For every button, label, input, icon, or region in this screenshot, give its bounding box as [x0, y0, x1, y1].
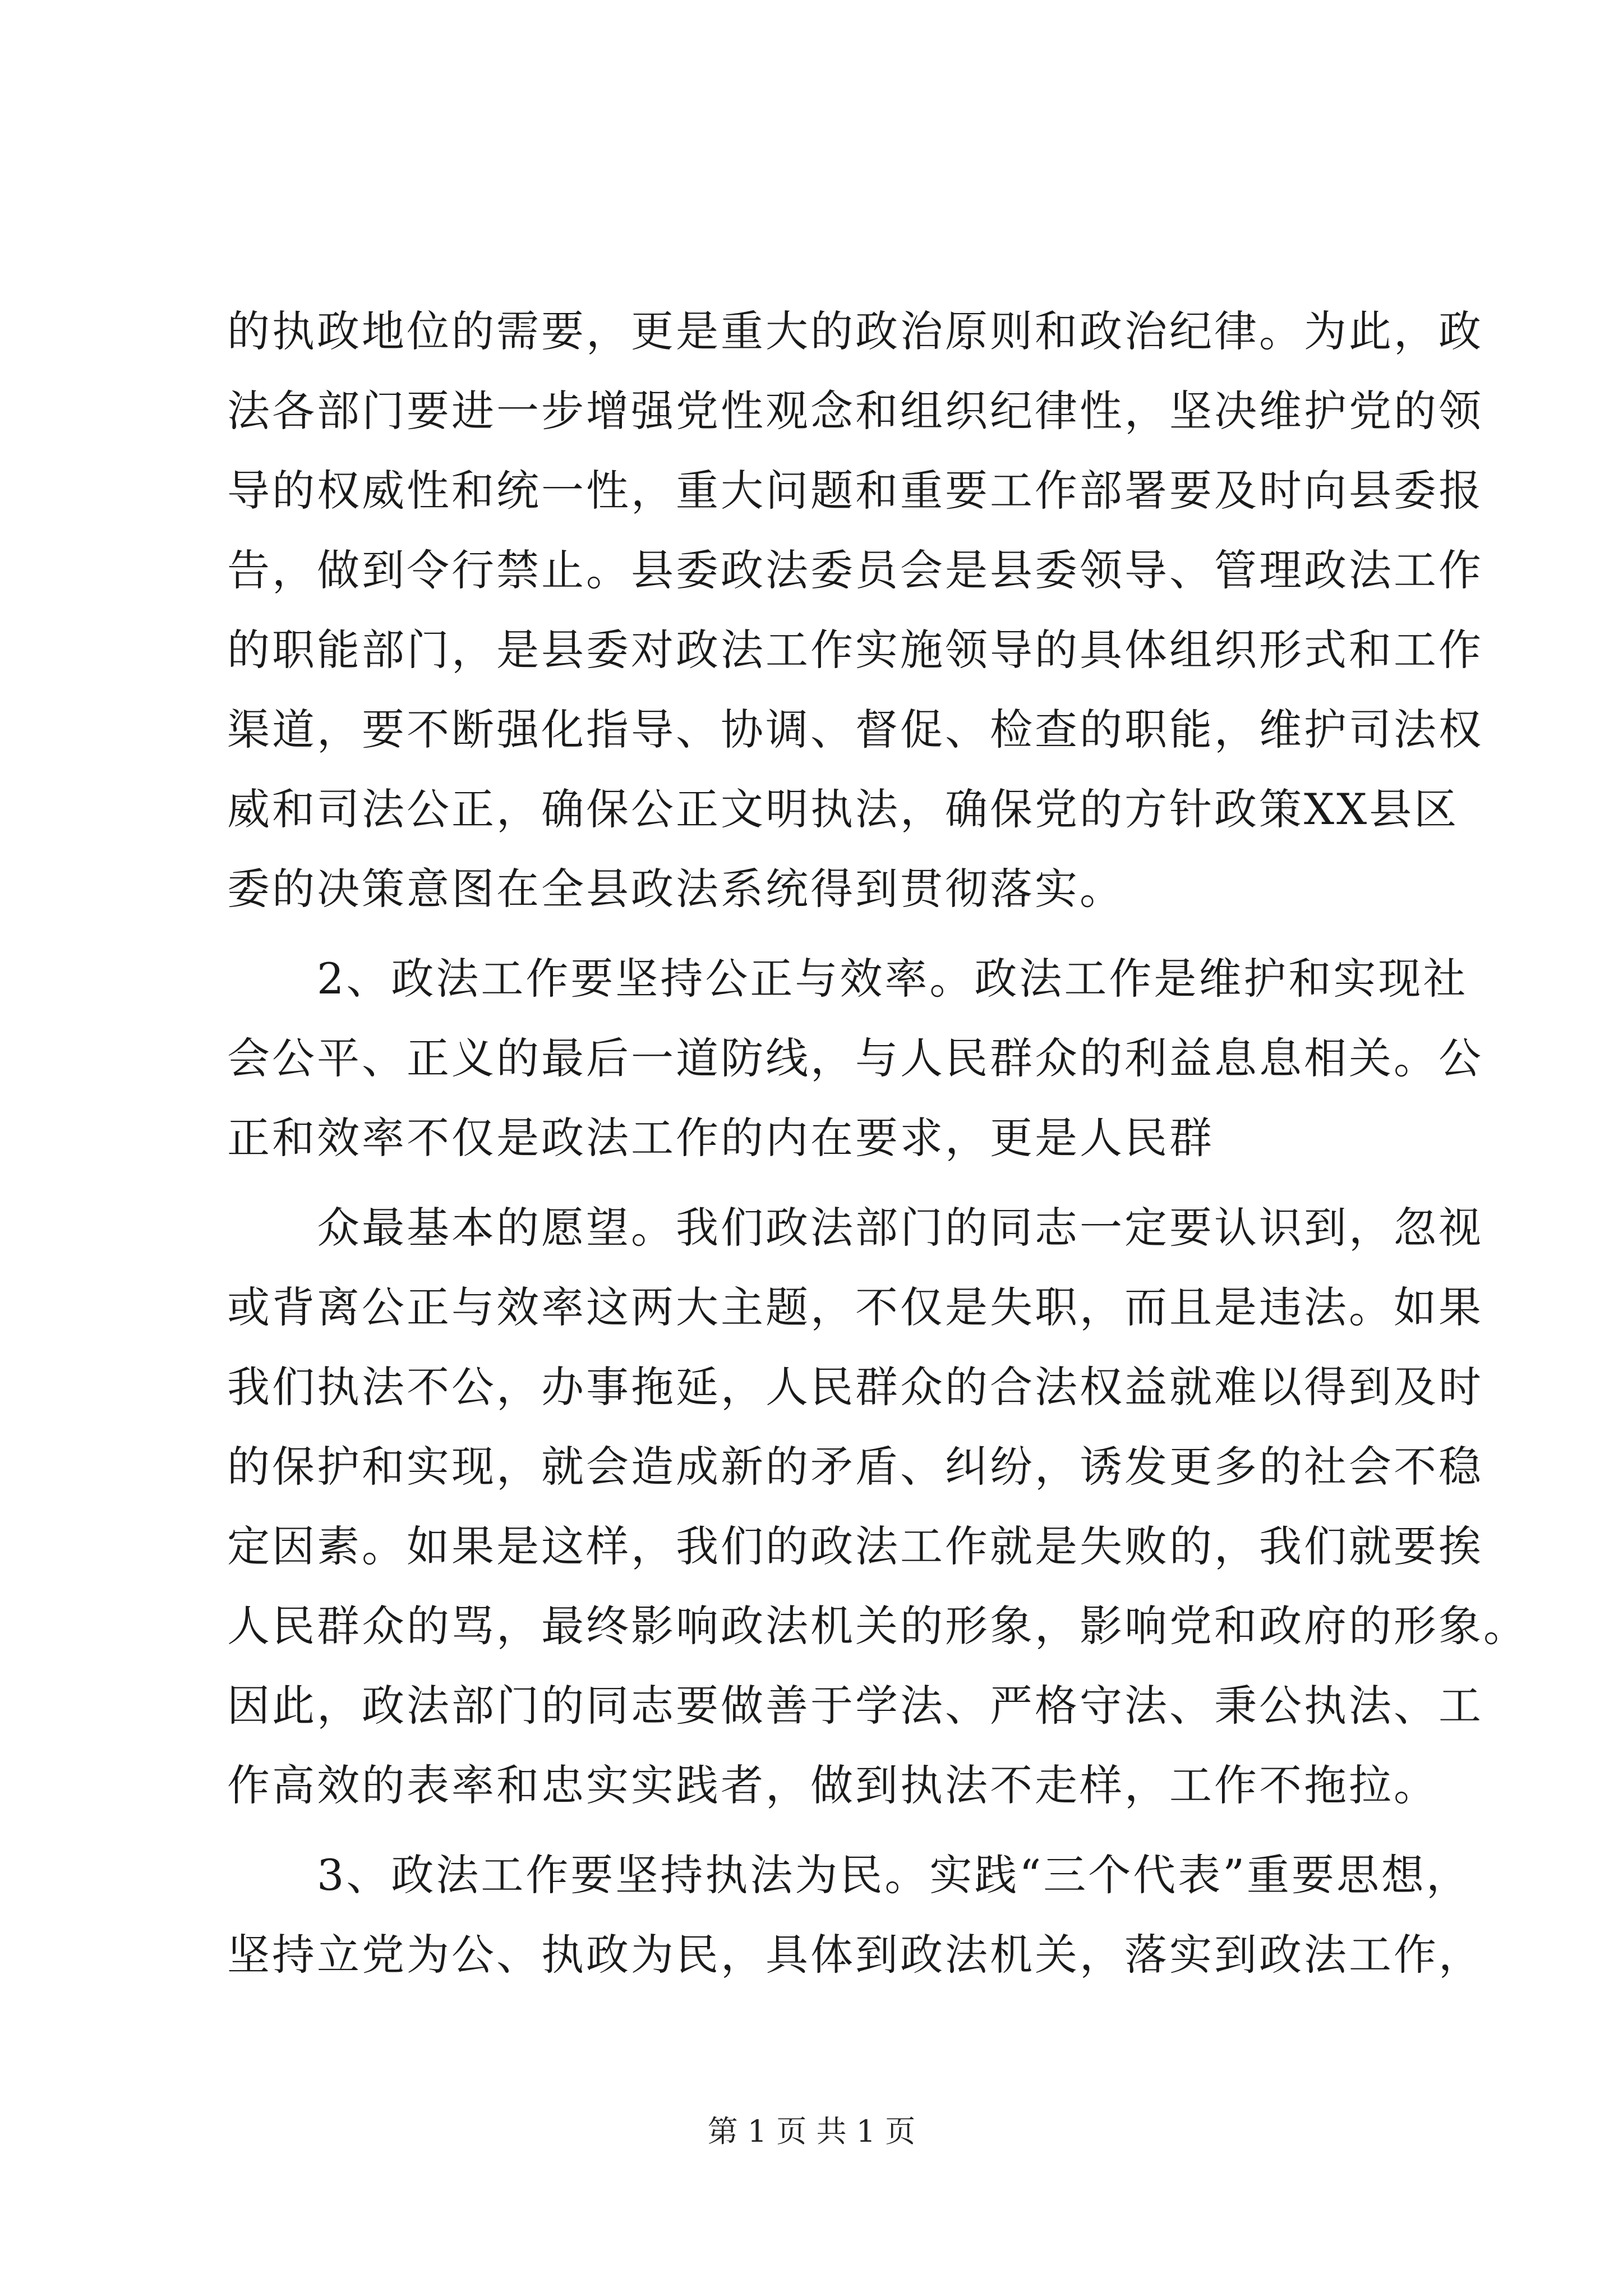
page-number-label: 第 1 页 共 1 页	[707, 2114, 916, 2149]
text-line: 渠道，要不断强化指导、协调、督促、检查的职能，维护司法权	[227, 705, 1483, 754]
text-line: 2、政法工作要坚持公正与效率。政法工作是维护和实现社	[227, 954, 1468, 1004]
text-line: 或背离公正与效率这两大主题，不仅是失职，而且是违法。如果	[227, 1282, 1483, 1332]
text-line: 委的决策意图在全县政法系统得到贯彻落实。	[227, 864, 1124, 914]
text-line: 正和效率不仅是政法工作的内在要求，更是人民群	[227, 1113, 1214, 1163]
text-line: 坚持立党为公、执政为民，具体到政法机关，落实到政法工作，	[227, 1930, 1483, 1980]
text-line: 我们执法不公，办事拖延，人民群众的合法权益就难以得到及时	[227, 1362, 1483, 1412]
text-line: 的执政地位的需要，更是重大的政治原则和政治纪律。为此，政	[227, 306, 1483, 356]
paragraph-4	[227, 1835, 1483, 1995]
text-line: 导的权威性和统一性，重大问题和重要工作部署要及时向县委报	[227, 466, 1483, 516]
paragraph-1	[227, 292, 1483, 929]
text-line: 人民群众的骂，最终影响政法机关的形象，影响党和政府的形象。	[227, 1601, 1528, 1651]
paragraph-gap	[227, 1825, 1427, 1835]
text-line: 的保护和实现，就会造成新的矛盾、纠纷，诱发更多的社会不稳	[227, 1442, 1483, 1492]
paragraph-2	[227, 939, 1483, 1178]
text-line: 作高效的表率和忠实实践者，做到执法不走样，工作不拖拉。	[227, 1760, 1438, 1810]
text-line: 因此，政法部门的同志要做善于学法、严格守法、秉公执法、工	[227, 1681, 1483, 1731]
text-line: 会公平、正义的最后一道防线，与人民群众的利益息息相关。公	[227, 1033, 1483, 1083]
paragraph-gap	[227, 1178, 1427, 1188]
text-line: 威和司法公正，确保公正文明执法，确保党的方针政策XX县区	[227, 784, 1459, 834]
text-line: 的职能部门，是县委对政法工作实施领导的具体组织形式和工作	[227, 625, 1483, 675]
page-footer	[0, 2109, 1623, 2154]
text-line: 法各部门要进一步增强党性观念和组织纪律性，坚决维护党的领	[227, 386, 1483, 436]
text-line: 众最基本的愿望。我们政法部门的同志一定要认识到，忽视	[227, 1203, 1483, 1253]
document-body	[227, 292, 1528, 1995]
paragraph-gap	[227, 929, 1427, 939]
text-line: 定因素。如果是这样，我们的政法工作就是失败的，我们就要挨	[227, 1521, 1483, 1571]
text-line: 3、政法工作要坚持执法为民。实践“三个代表”重要思想，	[227, 1850, 1472, 1900]
paragraph-3	[227, 1188, 1528, 1825]
text-line: 告，做到令行禁止。县委政法委员会是县委领导、管理政法工作	[227, 545, 1483, 595]
